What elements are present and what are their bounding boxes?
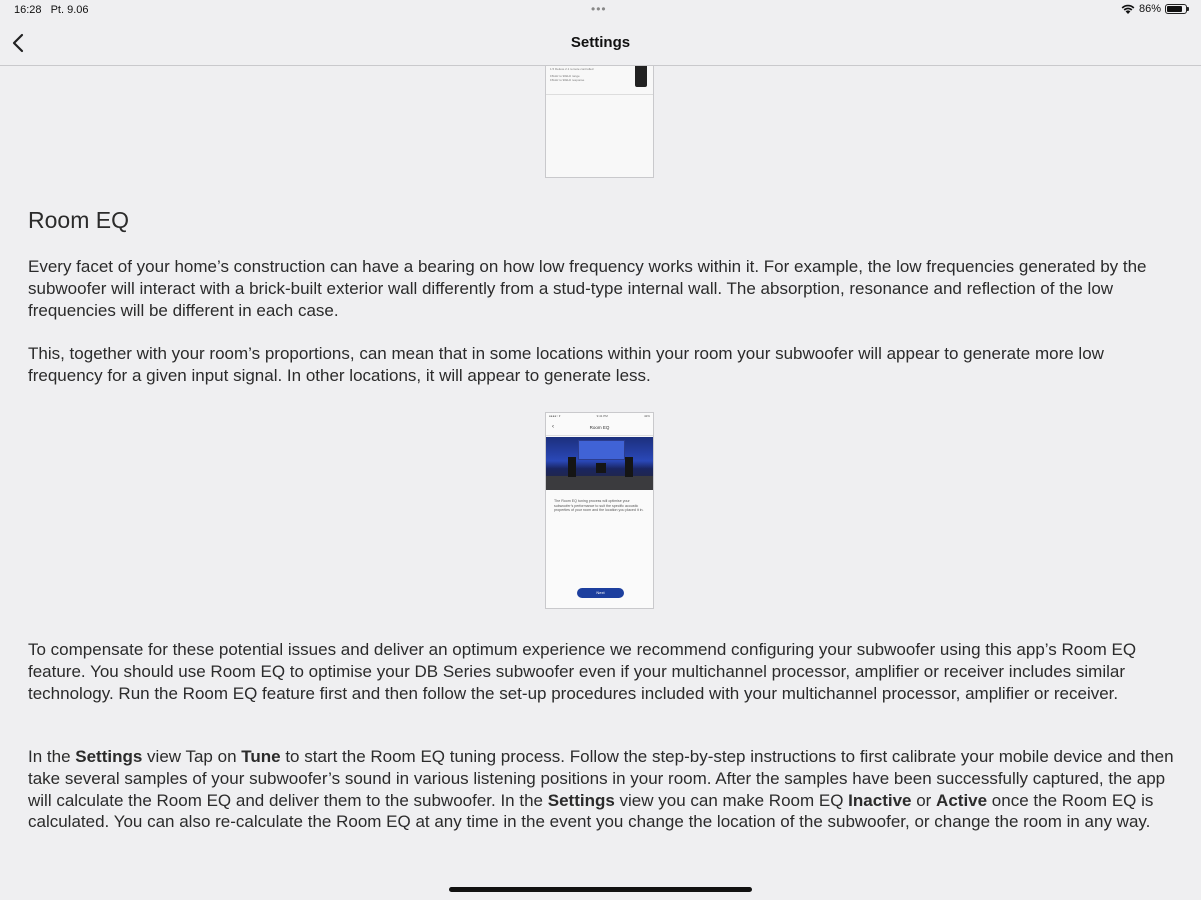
p4-text-3: to start the Room EQ tuning process. Follow the step-by-step instructions to first calibrate your mobile device and then take several samples of your subwoofer’s sound in various listening positions in your room. After the samples have been successfully captured, the app will calculate the Room EQ and deliver them to the subwoofer. In the (28, 747, 1174, 810)
screenshot-text-3: 15kHz to 90kHz response (550, 78, 585, 82)
mini-next-button: Next (577, 588, 624, 598)
mini-description: The Room EQ tuning process will optimise your subwoofer’s performance to suit the specific acoustic properties of your room and the location you placed it in. (554, 499, 644, 513)
p4-text-5: or (911, 790, 937, 810)
right-speaker (625, 457, 633, 477)
projector-screen (578, 440, 625, 460)
room-eq-screenshot (545, 412, 654, 609)
p4-text-6: once the Room EQ is calculated. You can also re-calculate the Room EQ at any time in the event you change the location of the subwoofer, or change the room in any way. (28, 790, 1154, 832)
mini-title: Room EQ (589, 425, 610, 430)
navigation-bar (0, 22, 1201, 66)
status-time-date (14, 4, 89, 16)
p4-text-4: view you can make Room EQ (614, 790, 849, 810)
screenshot-text-1: 1.5 Deluxe 2.1 remote controlled (550, 67, 594, 71)
page-title: Settings (570, 34, 631, 51)
mini-status-bar (549, 414, 650, 418)
home-indicator[interactable] (449, 887, 752, 892)
status-date: Pt. 9.06 (50, 4, 89, 16)
paragraph-3: To compensate for these potential issues and deliver an optimum experience we recommend configuring your subwoofer using this app’s Room EQ feature. You should use Room EQ to optimise your DB Series subwoofer even if your multichannel processor, amplifier or receiver includes similar technology. Run the Room EQ feature first and then follow the set-up procedures included with your multichannel processor, amplifier or receiver. (28, 640, 1137, 703)
room-floor (546, 476, 653, 490)
screenshot-text-2: 15kHz to 90kHz range (550, 74, 580, 78)
screenshot-divider (546, 94, 653, 95)
mini-divider (546, 435, 653, 436)
section-heading: Room EQ (28, 207, 129, 233)
status-indicators (1121, 3, 1187, 15)
battery-fill (1167, 6, 1182, 12)
mini-time: 9:41 PM (596, 414, 608, 418)
speaker-image (635, 66, 647, 87)
wifi-icon (1121, 4, 1135, 15)
help-content[interactable] (0, 66, 1201, 900)
status-bar (0, 0, 1201, 22)
p4-bold-tune: Tune (241, 747, 281, 766)
p4-bold-settings-2: Settings (547, 790, 615, 810)
mini-battery: 42% (643, 414, 650, 418)
mini-back-icon: ‹ (552, 424, 554, 430)
p4-text-2: view Tap on (142, 747, 242, 766)
mini-signal: ●●●●○ ▾ (549, 414, 561, 418)
left-speaker (568, 457, 576, 477)
home-theater-image (546, 437, 653, 490)
paragraph-1: Every facet of your home’s construction can have a bearing on how low frequency works within it. For example, the low frequencies generated by the subwoofer will interact with a brick-built exterior wall differently from a stud-type internal wall. The absorption, resonance and reflection of the low frequencies will be different in each case. (28, 257, 1147, 320)
paragraph-4 (28, 746, 1178, 833)
multitask-dots[interactable]: ••• (591, 2, 607, 16)
p4-text-1: In the (28, 747, 76, 766)
subwoofer (596, 463, 606, 473)
p4-bold-inactive: Inactive (848, 790, 912, 810)
status-time: 16:28 (14, 4, 42, 16)
battery-percent: 86% (1138, 3, 1161, 15)
p4-bold-active: Active (936, 790, 988, 810)
p4-bold-settings: Settings (75, 747, 143, 766)
battery-icon (1165, 4, 1187, 14)
paragraph-2: This, together with your room’s proportions, can mean that in some locations within your room your subwoofer will appear to generate more low frequency for a given input signal. In other locations, it will appear to generate less. (28, 344, 1104, 385)
speaker-screenshot (545, 66, 654, 178)
